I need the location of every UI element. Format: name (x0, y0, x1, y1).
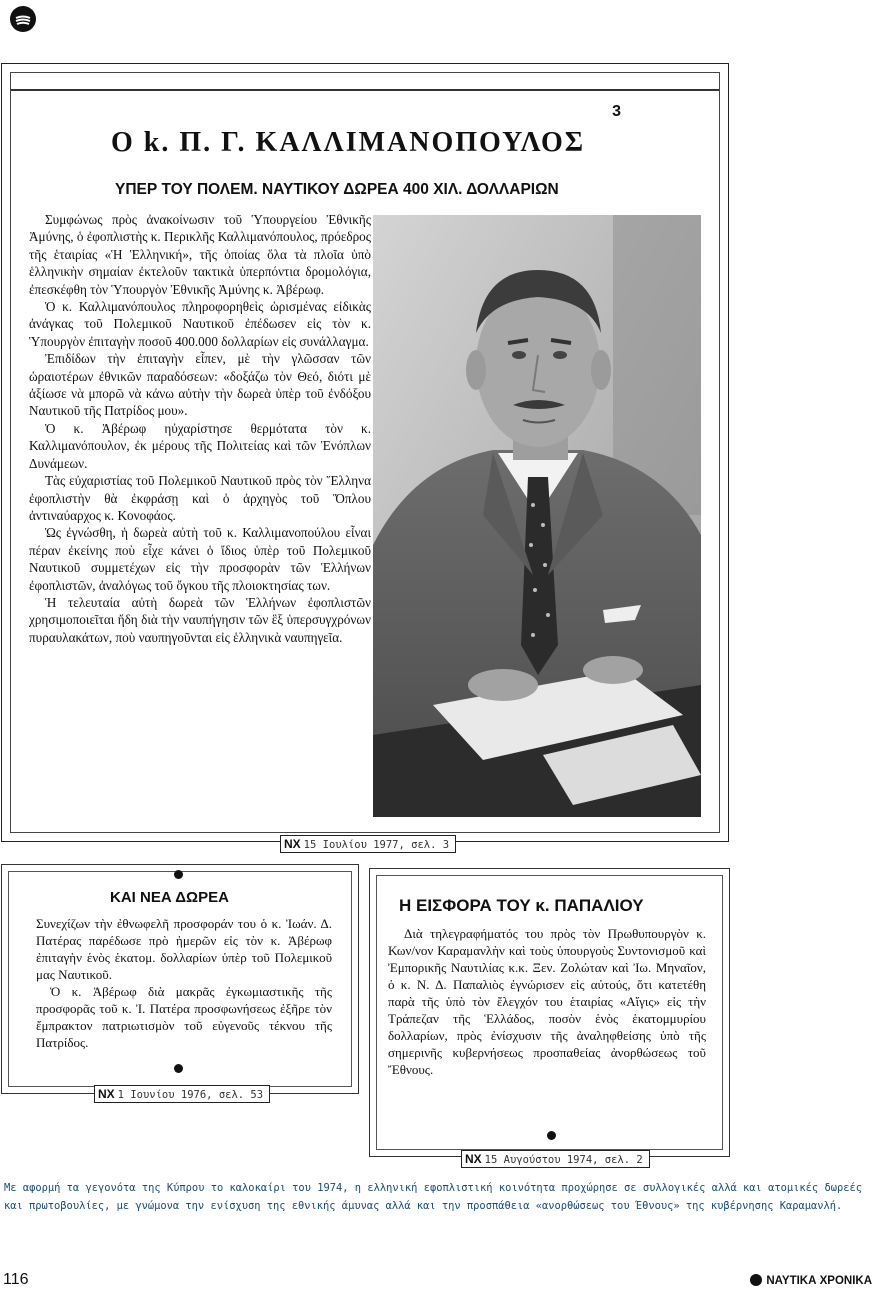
article-subtitle: ΥΠΕΡ ΤΟΥ ΠΟΛΕΜ. ΝΑΥΤΙΚΟΥ ΔΩΡΕΑ 400 ΧΙΛ. ΔΟΛΛΑΡΙΩΝ (115, 181, 559, 198)
portrait-photo (373, 215, 701, 817)
article-paragraph: Ἡ τελευταία αὐτὴ δωρεὰ τῶν Ἑλλήνων ἐφοπλιστῶν χρησιμοποιεῖται ἤδη διὰ τὴν ναυπήγησιν τῶν ἓξ ὑπερσυγχρόνων πυραυλακάτων, ποὺ ναυπηγοῦνται εἰς ἑλληνικὰ ναυπηγεῖα. (29, 594, 371, 645)
clipping-paragraph: Ὁ κ. Ἀβέρωφ διὰ μακρᾶς ἐγκωμιαστικῆς τῆς προσφορᾶς τοῦ κ. Ἰ. Πατέρα προσφωνήσεως ἐξῆρε τὸν ἔμπρακτον πατριωτισμὸν τοῦ εὐγενοῦς τέκνου τῆς Πατρίδος. (36, 984, 332, 1050)
right-clipping (369, 868, 730, 1166)
article-paragraph: Τὰς εὐχαριστίας τοῦ Πολεμικοῦ Ναυτικοῦ πρὸς τὸν Ἕλληνα ἐφοπλιστὴν θὰ ἐκφράσῃ καὶ ὁ ἀρχηγὸς τοῦ Ὅπλου ἀντιναύαρχος κ. Κονοφάος. (29, 473, 371, 523)
left-clipping (1, 864, 359, 1101)
article-body (29, 211, 371, 646)
dot-marker (174, 870, 183, 879)
caption-date: 1 Ιουνίου 1976, σελ. 53 (117, 1089, 264, 1101)
article-title: Ο k. Π. Γ. ΚΑΛΛΙΜΑΝΟΠΟΥΛΟΣ (111, 127, 586, 158)
caption-date: 15 Αυγούστου 1974, σελ. 2 (484, 1154, 643, 1166)
main-clipping-frame (10, 72, 720, 833)
footer-page-number: 116 (3, 1271, 29, 1288)
article-paragraph: Ἐπιδίδων τὴν ἐπιταγὴν εἶπεν, μὲ τὴν γλῶσσαν τῶν ὡραιοτέρων ἐθνικῶν παραδόσεων: «δοξάζω τὸν Θεό, διότι μὲ ἀξίωσε νὰ μπορῶ νὰ κάνω αὐτὴν τὴν δωρεὰ ὑπὲρ τοῦ ἐνδόξου Ναυτικοῦ τῆς Πατρίδος μου». (29, 351, 371, 419)
footer-brand (750, 1274, 872, 1287)
left-clipping-body (36, 915, 332, 1051)
right-clipping-title: Η ΕΙΣΦΟΡΑ ΤΟΥ κ. ΠΑΠΑΛΙΟΥ (399, 896, 644, 915)
clipping-paragraph: Συνεχίζων τὴν ἐθνωφελῆ προσφοράν του ὁ κ. Ἰωάν. Δ. Πατέρας παρέδωσε πρὸ ἡμερῶν εἰς τὸν κ. Ἀβέρωφ ἐπιταγὴν ἑνὸς ἑκατομ. δολλαρίων ὑπὲρ τοῦ Πολεμικοῦ μας Ναυτικοῦ. (36, 916, 332, 982)
caption-brand: NX (98, 1087, 115, 1101)
footer-brand-text: ΝΑΥΤΙΚΑ ΧΡΟΝΙΚΑ (766, 1275, 872, 1287)
ship-logo-icon (750, 1274, 762, 1286)
main-clipping (1, 63, 729, 851)
top-rule (11, 89, 719, 91)
caption-brand: NX (465, 1152, 482, 1166)
caption-date: 15 Ιουλίου 1977, σελ. 3 (303, 839, 450, 851)
dot-marker (174, 1064, 183, 1073)
dot-marker (547, 1131, 556, 1140)
caption-brand: NX (284, 837, 301, 851)
summary-text: Με αφορμή τα γεγονότα της Κύπρου το καλοκαίρι του 1974, η ελληνική εφοπλιστική κοινότητα προχώρησε σε συλλογικές αλλά και ατομικές δωρεές και πρωτοβουλίες, με γνώμονα την ενίσχυση της εθνικής άμυνας αλλά και την προσπάθεια «ανορθώσεως του Έθνους» της κυβέρνησης Καραμανλή. (4, 1182, 862, 1212)
ship-logo-icon (10, 6, 36, 32)
right-clipping-body (388, 925, 706, 1078)
clipping-paragraph: Διὰ τηλεγραφήματός του πρὸς τὸν Πρωθυπουργὸν κ. Κων/νον Καραμανλὴν καὶ τοὺς ὑπουργοὺς Συντονισμοῦ καὶ Ἐμπορικῆς Ναυτιλίας κ.κ. Ξεν. Ζολώταν καὶ Ἰω. Μηναῖον, ὁ κ. Ν. Δ. Παπαλιὸς ἐγνώρισεν εἰς αὐτούς, ὅτι κατετέθη παρὰ τῆς ὑπὸ τὸν ἔλεγχόν του ἑταιρίας «Αἴγις» εἰς τὴν Τράπεζαν τῆς Ἑλλάδος, ποσὸν ἑνὸς ἑκατομμυρίου δολλαρίων, πρὸς ἐνίσχυσιν τῆς ἀναληφθείσης ὑπὸ τῆς σημερινῆς κυβερνήσεως προσπαθείας ἀνορθώσεως τοῦ Ἔθνους. (388, 926, 706, 1077)
article-paragraph: Ὡς ἐγνώσθη, ἡ δωρεὰ αὐτὴ τοῦ κ. Καλλιμανοπούλου εἶναι πέραν ἐκείνης ποὺ εἶχε κάνει ὁ ἴδιος ὑπὲρ τοῦ Πολεμικοῦ Ναυτικοῦ συμμετέχων εἰς τὴν προσφορὰν τῶν Ἑλλήνων ἐφοπλιστῶν, ἀναλόγως τοῦ ὄγκου τῆς πλοιοκτησίας των. (29, 525, 371, 593)
left-clipping-title: ΚΑΙ ΝΕΑ ΔΩΡΕΑ (110, 889, 229, 906)
article-paragraph: Συμφώνως πρὸς ἀνακοίνωσιν τοῦ Ὑπουργείου Ἐθνικῆς Ἀμύνης, ὁ ἐφοπλιστὴς κ. Περικλῆς Καλλιμανόπουλος, πρόεδρος τῆς ἑταιρίας «Ἡ Ἑλληνική», τῆς ὁποίας ὅλα τὰ πλοῖα ὑπὸ ἑλληνικὴν σημαίαν ἐκτελοῦν τακτικὰ ὑπερπόντια δρομολόγια, ἐπεσκέφθη τὸν Ὑπουργὸν Ἐθνικῆς Ἀμύνης κ. Ἀβέρωφ. (29, 212, 371, 297)
source-caption (280, 835, 456, 853)
article-paragraph: Ὁ κ. Καλλιμανόπουλος πληροφορηθεὶς ὡρισμένας εἰδικὰς ἀνάγκας τοῦ Πολεμικοῦ Ναυτικοῦ ἐπέδωσεν εἰς τὸν κ. Ὑπουργὸν ἐπιταγὴν ποσοῦ 400.000 δολλαρίων εἰς συνάλλαγμα. (29, 299, 371, 349)
source-caption (461, 1150, 650, 1168)
clipping-page-number: 3 (612, 103, 621, 120)
source-caption (94, 1085, 270, 1103)
article-paragraph: Ὁ κ. Ἀβέρωφ ηὐχαρίστησε θερμότατα τὸν κ. Καλλιμανόπουλον, ἐκ μέρους τῆς Πολιτείας καὶ τῶν Ἐνόπλων Δυνάμεων. (29, 420, 371, 471)
